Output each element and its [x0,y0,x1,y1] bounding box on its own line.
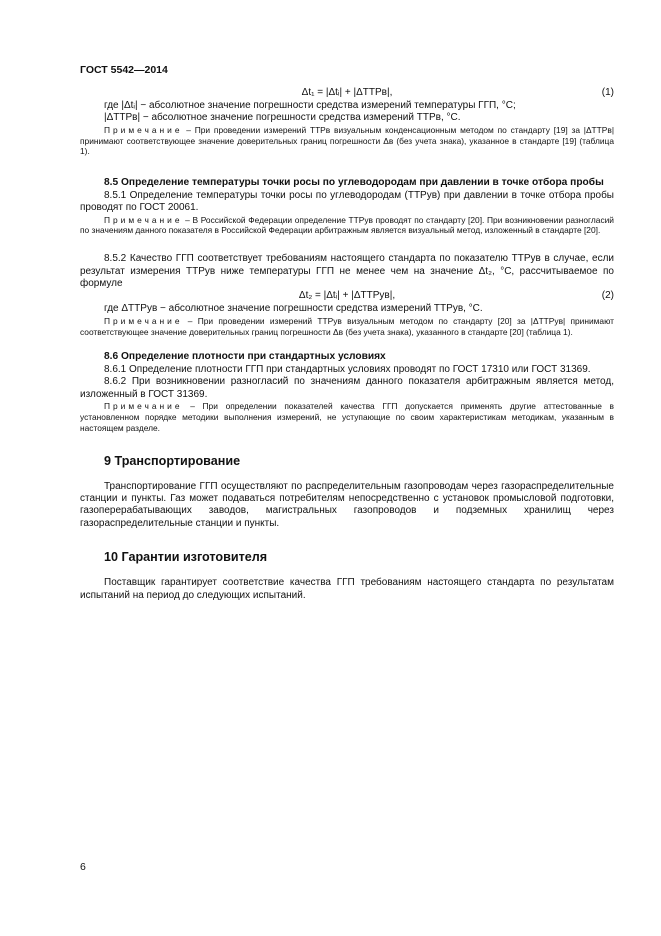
section-heading-8-5: 8.5 Определение температуры точки росы по углеводородам при давлении в точке отбора пробы [104,177,604,189]
equation-2 [80,290,614,303]
definition-line: где ΔТТРув − абсолютное значение погрешности средства измерений ТТРув, °С. [104,303,483,315]
equation-2-formula: Δt₂ = |Δtᵢ| + |ΔТТРув|, [298,290,396,302]
note-text: – При проведении измерений ТТРв визуальным конденсационным методом по стандарту [19] за |ΔТТРв| принимают соответствующее значение доверительных границ погрешности Δв (без учета знака), указанное в стандарте [19] (таблица 1). [80,124,614,157]
note-text: – При проведении измерений ТТРув визуальным методом по стандарту [20] за |ΔТТРув| принимают соответствующее значение доверительных границ погрешности Δв (без учета знака), указанного в стандарте [20] (таблица 1). [80,315,615,337]
paragraph-9: Транспортирование ГГП осуществляют по распределительным газопроводам через газораспределительные станции и пункты. Газ может подаваться потребителям непосредственно с установок промысловой подготовки, газоперерабатывающих заводов, магистральных газопроводов и подземных хранилищ через газораспределительные станции и пункты. [80,480,614,529]
section-heading-10: 10 Гарантии изготовителя [104,550,268,565]
paragraph-8-5-2: 8.5.2 Качество ГГП соответствует требованиям настоящего стандарта по показателю ТТРув в случае, если результат измерения ТТРув ниже температуры ГГП не менее чем на значение Δt₂, °С, рассчитываемое по формуле [80,253,614,290]
note-text: – В Российской Федерации определение ТТРув проводят по стандарту [20]. При возникновении разногласий по значениям данного показателя в Российской Федерации арбитражным является визуальный метод, изложенный в стандарте [20]. [80,214,614,236]
equation-1 [80,87,614,100]
equation-1-formula: Δt₁ = |Δtᵢ| + |ΔТТРв|, [301,87,393,98]
note-paragraph [80,215,614,237]
paragraph-8-6-1: 8.6.1 Определение плотности ГГП при стандартных условиях проводят по ГОСТ 17310 или ГОСТ 31369. [104,364,591,376]
note-paragraph [80,125,614,157]
paragraph-10: Поставщик гарантирует соответствие качества ГГП требованиям настоящего стандарта по результатам испытаний на период до следующих испытаний. [80,577,614,601]
definition-line: |ΔТТРв| − абсолютное значение погрешности средства измерений ТТРв, °С. [104,112,461,124]
note-text: – При определении показателей качества ГГП допускается применять другие аттестованные в установленном порядке методики выполнения измерений, не уступающие по своим характеристикам методикам, указанным в настоящем разделе. [80,401,615,433]
note-label: Примечание [104,124,183,135]
paragraph-8-5-1: 8.5.1 Определение температуры точки росы по углеводородам (ТТРув) при давлении в точке отбора пробы проводят по ГОСТ 20061. [80,189,614,214]
note-label: Примечание [104,401,183,412]
definition-line: где |Δtᵢ| − абсолютное значение погрешности средства измерений температуры ГГП, °С; [104,100,516,111]
equation-1-number: (1) [601,87,614,98]
note-paragraph [80,316,614,338]
page-number: 6 [80,861,86,873]
section-heading-9: 9 Транспортирование [104,453,241,468]
note-paragraph [80,401,614,433]
section-heading-8-6: 8.6 Определение плотности при стандартных условиях [104,351,386,363]
note-label: Примечание [104,214,183,225]
equation-2-number: (2) [601,290,614,302]
note-label: Примечание [104,315,183,326]
paragraph-8-6-2: 8.6.2 При возникновении разногласий по значениям данного показателя арбитражным является метод, изложенный в ГОСТ 31369. [80,376,614,400]
document-header: ГОСТ 5542—2014 [80,64,168,76]
page-content [80,87,614,602]
